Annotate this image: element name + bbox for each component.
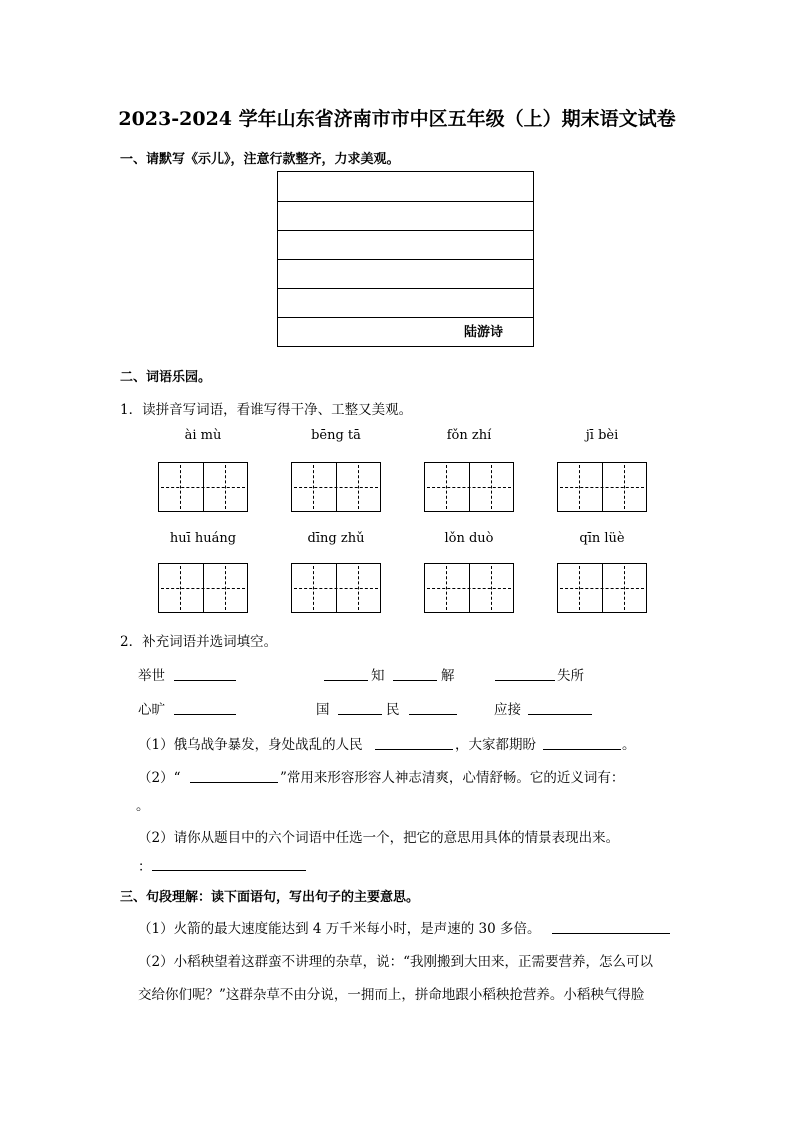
fill-blank[interactable] bbox=[324, 680, 368, 681]
poem-author: 陆游诗 bbox=[463, 325, 503, 340]
sub-question-1-end: 。 bbox=[622, 737, 636, 753]
idiom-char: 解 bbox=[441, 668, 455, 684]
section3-heading: 三、句段理解：读下面语句，写出句子的主要意思。 bbox=[120, 890, 420, 905]
pinyin-label: qīn lüè bbox=[579, 531, 625, 546]
pinyin-label: dīng zhǔ bbox=[307, 531, 365, 546]
fill-blank[interactable] bbox=[174, 680, 236, 681]
fill-blank[interactable] bbox=[375, 749, 453, 750]
answer-line[interactable] bbox=[152, 870, 306, 871]
poem-line bbox=[278, 288, 533, 289]
poem-writing-box[interactable] bbox=[277, 171, 534, 347]
sub-question-1-mid: ，大家都期盼 bbox=[455, 737, 536, 753]
q2-prompt: 2．补充词语并选词填空。 bbox=[120, 634, 278, 650]
fill-blank[interactable] bbox=[174, 714, 236, 715]
section3-q2-line1: （2）小稻秧望着这群蛮不讲理的杂草，说：“我刚搬到大田来，正需要营养，怎么可以 bbox=[138, 954, 653, 970]
idiom-char: 知 bbox=[371, 668, 385, 684]
page-title: 2023-2024 学年山东省济南市市中区五年级（上）期末语文试卷 bbox=[118, 108, 676, 130]
idiom-suffix: 失所 bbox=[557, 668, 584, 684]
idiom-char: 民 bbox=[386, 702, 400, 718]
sub-question-1: （1）俄乌战争暴发，身处战乱的人民 bbox=[138, 737, 363, 753]
poem-line bbox=[278, 230, 533, 231]
sub-question-2-text: ”常用来形容形容人神志清爽，心情舒畅。它的近义词有： bbox=[280, 770, 625, 786]
fill-blank[interactable] bbox=[393, 680, 437, 681]
poem-line bbox=[278, 259, 533, 260]
poem-line bbox=[278, 201, 533, 202]
tianzige-box[interactable] bbox=[424, 462, 514, 512]
fill-blank[interactable] bbox=[543, 749, 621, 750]
tianzige-box[interactable] bbox=[291, 563, 381, 613]
sub-question-3-cont: ： bbox=[138, 859, 152, 875]
tianzige-box[interactable] bbox=[557, 462, 647, 512]
tianzige-box[interactable] bbox=[557, 563, 647, 613]
sub-question-3: （2）请你从题目中的六个词语中任选一个，把它的意思用具体的情景表现出来。 bbox=[138, 830, 620, 846]
section2-heading: 二、词语乐园。 bbox=[120, 370, 212, 385]
idiom-prefix: 举世 bbox=[138, 668, 165, 684]
tianzige-box[interactable] bbox=[424, 563, 514, 613]
fill-blank[interactable] bbox=[409, 714, 457, 715]
fill-blank[interactable] bbox=[338, 714, 382, 715]
idiom-prefix: 应接 bbox=[494, 702, 521, 718]
section1-heading: 一、请默写《示儿》，注意行款整齐，力求美观。 bbox=[120, 152, 400, 167]
q1-prompt: 1．读拼音写词语，看谁写得干净、工整又美观。 bbox=[120, 402, 413, 418]
sub-question-2-cont: 。 bbox=[136, 798, 150, 814]
fill-blank[interactable] bbox=[190, 782, 278, 783]
pinyin-label: lǒn duò bbox=[444, 531, 494, 546]
fill-blank[interactable] bbox=[495, 680, 555, 681]
pinyin-label: huī huáng bbox=[169, 531, 237, 546]
pinyin-label: bēng tā bbox=[311, 428, 361, 443]
pinyin-label: jī bèi bbox=[585, 428, 619, 443]
tianzige-box[interactable] bbox=[158, 462, 248, 512]
tianzige-box[interactable] bbox=[158, 563, 248, 613]
pinyin-label: fǒn zhí bbox=[446, 428, 492, 443]
pinyin-label: ài mù bbox=[184, 428, 222, 443]
sub-question-2: （2）“ bbox=[138, 770, 181, 786]
poem-line bbox=[278, 317, 533, 318]
tianzige-box[interactable] bbox=[291, 462, 381, 512]
answer-line[interactable] bbox=[552, 933, 670, 934]
section3-q1: （1）火箭的最大速度能达到 4 万千米每小时，是声速的 30 多倍。 bbox=[138, 921, 541, 937]
fill-blank[interactable] bbox=[528, 714, 592, 715]
idiom-prefix: 心旷 bbox=[138, 702, 165, 718]
section3-q2-line2: 交给你们呢？”这群杂草不由分说，一拥而上，拼命地跟小稻秧抢营养。小稻秧气得脸 bbox=[138, 987, 645, 1003]
idiom-char: 国 bbox=[316, 702, 330, 718]
